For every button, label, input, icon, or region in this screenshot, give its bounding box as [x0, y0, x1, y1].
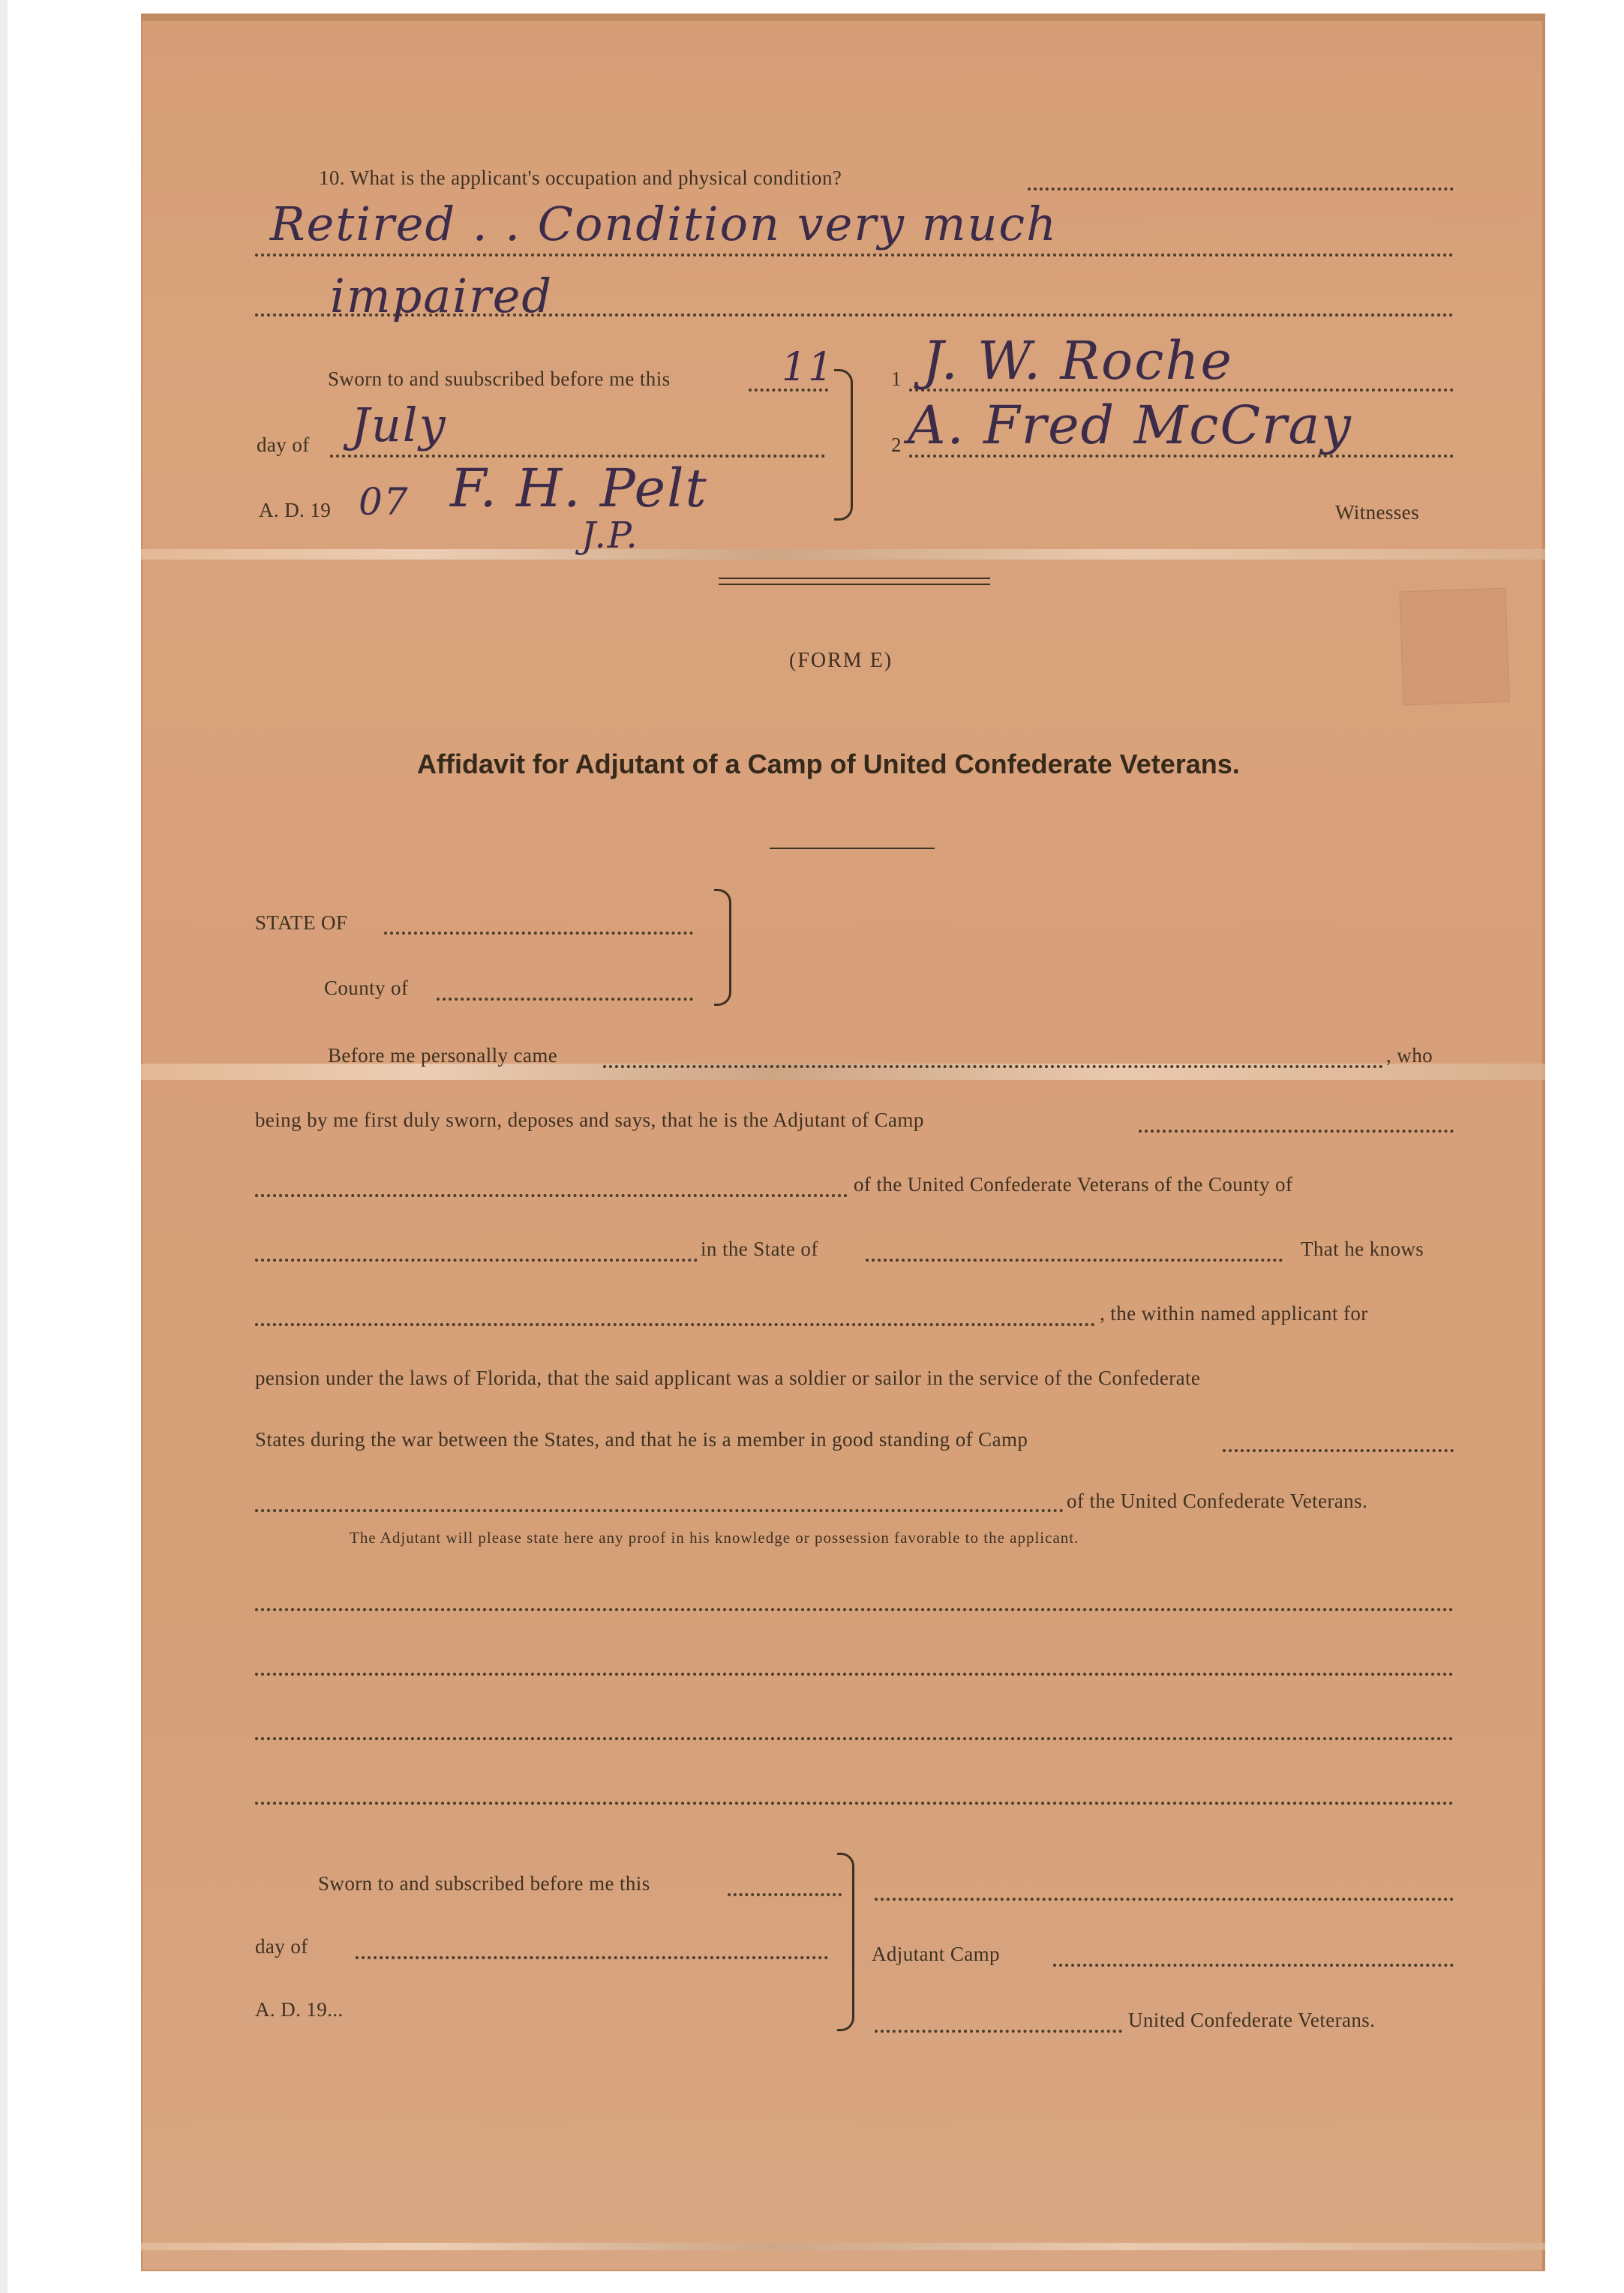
separator-rule [719, 584, 990, 585]
witness-1-number: 1 [891, 368, 902, 390]
fold-crease-upper [141, 549, 1545, 560]
proof-line [255, 1737, 1454, 1740]
dotted-line [866, 1259, 1283, 1262]
line-named-applicant: , the within named applicant for [1100, 1302, 1368, 1325]
question-10: 10. What is the applicant's occupation and physical condition? [319, 167, 842, 189]
separator-rule [719, 578, 990, 579]
answer-line-2: impaired [330, 269, 554, 323]
sworn-day: 11 [782, 345, 835, 390]
dotted-line [1223, 1449, 1454, 1452]
dotted-line [603, 1065, 1383, 1068]
adjutant-camp-label: Adjutant Camp [872, 1943, 1000, 1965]
state-county-brace [714, 889, 731, 1006]
witness-1-signature: J. W. Roche [923, 330, 1233, 392]
line-before-me: Before me personally came [328, 1044, 558, 1067]
day-of-label: day of [257, 434, 310, 456]
line-states-war: States during the war between the States, and that he is a member in good standing of Camp [255, 1428, 1028, 1451]
adjutant-instruction: The Adjutant will please state here any proof in his knowledge or possession favorable to the applicant. [350, 1529, 1079, 1547]
dotted-line [255, 254, 1454, 257]
dotted-line [875, 1898, 1454, 1901]
tape-patch [1399, 588, 1509, 706]
dotted-line [1139, 1130, 1454, 1133]
line-ucv-county: of the United Confederate Veterans of the County of [854, 1173, 1293, 1196]
dotted-line [875, 2030, 1122, 2033]
form-title: Affidavit for Adjutant of a Camp of United Confederate Veterans. [417, 749, 1240, 779]
bottom-brace [837, 1853, 854, 2031]
officer-signature: F. H. Pelt [450, 458, 708, 519]
witness-2-number: 2 [891, 434, 902, 456]
proof-line [255, 1608, 1454, 1611]
dotted-line [384, 932, 693, 935]
line-he-knows: That he knows [1301, 1238, 1424, 1260]
title-underline [770, 848, 935, 849]
witnesses-label: Witnesses [1335, 501, 1419, 524]
bottom-ad-label: A. D. 19... [255, 1998, 344, 2021]
dotted-line [1028, 188, 1454, 191]
county-of-label: County of [324, 977, 409, 999]
year: 07 [359, 480, 410, 524]
dotted-line [255, 1259, 698, 1262]
line-pension: pension under the laws of Florida, that the said applicant was a soldier or sailor in the service of the Confederate [255, 1367, 1201, 1389]
witness-2-signature: A. Fred McCray [908, 395, 1352, 456]
line-being-sworn: being by me first duly sworn, deposes and says, that he is the Adjutant of Camp [255, 1109, 924, 1131]
form-label: (FORM E) [789, 649, 893, 672]
bottom-sworn-statement: Sworn to and subscribed before me this [318, 1872, 650, 1895]
ucv-label: United Confederate Veterans. [1128, 2009, 1376, 2031]
line-ucv-end: of the United Confederate Veterans. [1067, 1490, 1368, 1512]
sworn-statement: Sworn to and suubscribed before me this [328, 368, 671, 390]
dotted-line [1053, 1964, 1454, 1967]
month: July [351, 398, 447, 452]
ad-label: A. D. 19 [259, 499, 332, 521]
dotted-line [356, 1956, 828, 1959]
scan-edge [0, 0, 8, 2293]
answer-line-1: Retired . . Condition very much [270, 197, 1058, 251]
officer-title: J.P. [581, 515, 639, 557]
dotted-line [255, 1323, 1095, 1326]
proof-line [255, 1673, 1454, 1676]
proof-line [255, 1802, 1454, 1805]
bottom-day-of-label: day of [255, 1935, 308, 1958]
fold-crease-bottom [141, 2243, 1545, 2250]
dotted-line [255, 1509, 1064, 1512]
state-of-label: STATE OF [255, 911, 348, 934]
dotted-line [255, 1194, 848, 1197]
bracket-brace [834, 369, 853, 521]
dotted-line [728, 1893, 842, 1896]
dotted-line [437, 998, 693, 1001]
line-state-of: in the State of [701, 1238, 818, 1260]
line-who: , who [1386, 1044, 1433, 1067]
dotted-line [255, 314, 1454, 317]
